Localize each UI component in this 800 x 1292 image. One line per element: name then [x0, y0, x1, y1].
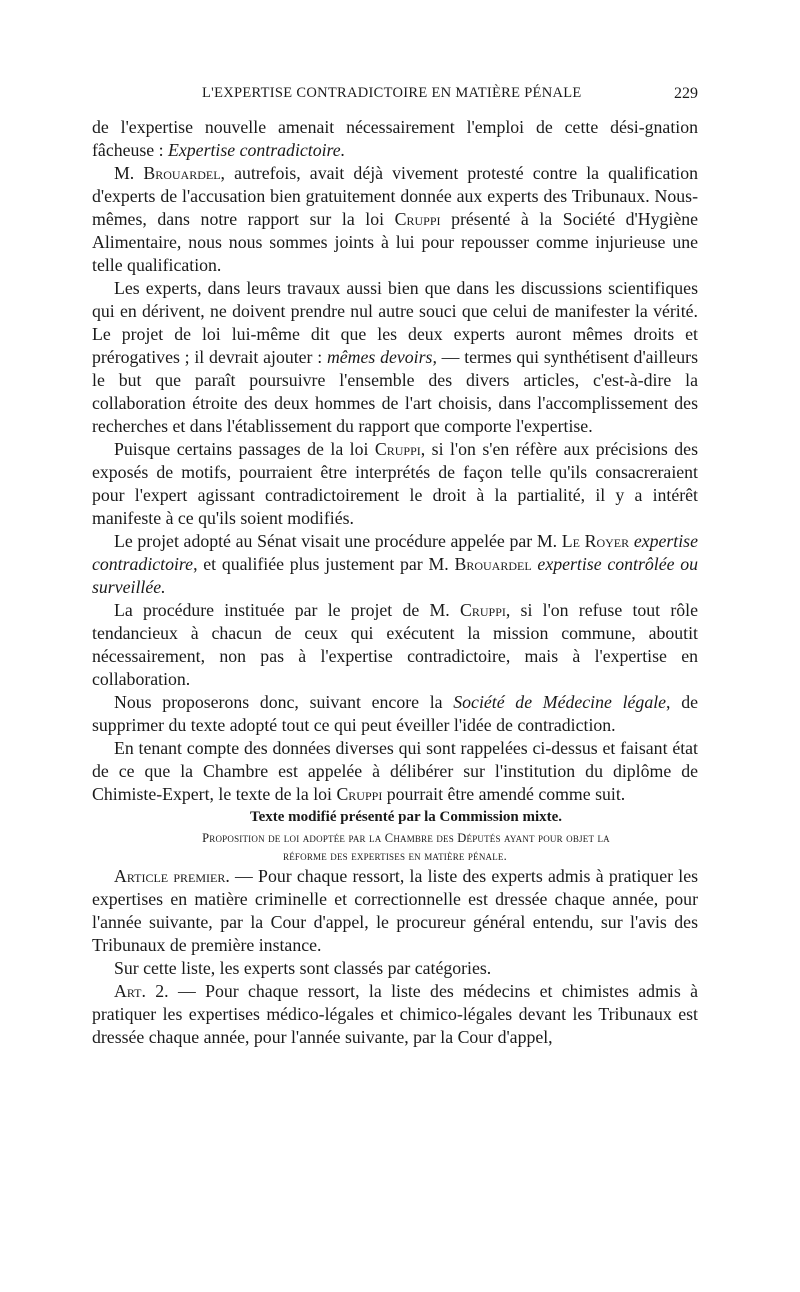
- paragraph: [92, 599, 698, 691]
- page-number: 229: [674, 85, 698, 102]
- subheading-line: Proposition de loi adoptée par la Chambre des Députés ayant pour objet la: [202, 831, 610, 845]
- text-run: de l'expertise nouvelle amenait nécessairement l'emploi de cette dési-gnation fâcheuse :: [92, 117, 698, 160]
- person-name: Cruppi: [374, 439, 421, 459]
- subheading-line: réforme des expertises en matière pénale.: [283, 849, 507, 863]
- page-body: [92, 116, 698, 1049]
- italic-text: Expertise contradictoire.: [168, 140, 346, 160]
- person-name: Brouardel: [143, 163, 221, 183]
- article-paragraph: Sur cette liste, les experts sont classés par catégories.: [114, 958, 492, 978]
- article-label: Article premier.: [114, 866, 230, 886]
- paragraph: [92, 530, 698, 599]
- italic-text: expertise contradictoire: [92, 531, 698, 574]
- paragraph: [92, 162, 698, 277]
- person-name: Cruppi: [336, 784, 383, 804]
- text-run: — Pour chaque ressort, la liste des experts admis à pratiquer les expertises en matière criminelle et correctionnelle est dressée chaque année, pour l'année suivante, par la Cour d'appel, le procureur général entendu, sur l'avis des Tribunaux de première instance.: [92, 866, 699, 955]
- text-run: En tenant compte des données diverses qui sont rappelées ci-dessus et faisant état de ce que la Chambre est appelée à délibérer sur l'institution du diplôme de Chimiste-Expert, le texte de la loi: [92, 738, 698, 804]
- text-run: Puisque certains passages de la loi: [114, 439, 375, 459]
- text-run: Le projet adopté au Sénat visait une procédure appelée par M.: [114, 531, 562, 551]
- paragraph: [92, 691, 698, 737]
- article-paragraph: [92, 980, 698, 1049]
- paragraph: [92, 737, 698, 806]
- italic-text: expertise contrôlée ou surveillée.: [92, 554, 699, 597]
- text-run: , et qualifiée plus justement par M.: [193, 554, 455, 574]
- text-run: Nous proposerons donc, suivant encore la: [114, 692, 454, 712]
- person-name: Le Royer: [561, 531, 630, 551]
- article-label: Art. 2.: [114, 981, 169, 1001]
- text-run: La procédure instituée par le projet de M.: [114, 600, 460, 620]
- article-paragraph: [92, 865, 698, 957]
- text-run: pourrait être amendé comme suit.: [382, 784, 626, 804]
- text-run: , autrefois, avait déjà vivement protesté contre la qualification d'experts de l'accusation bien gratuitement donnée aux experts des Tribunaux. Nous-mêmes, dans notre rapport sur la loi: [92, 163, 698, 229]
- text-run: — Pour chaque ressort, la liste des médecins et chimistes admis à pratiquer les expertises médico-légales et chimico-légales devant les Tribunaux est dressée chaque année, pour l'année suivante, par la Cour d'appel,: [92, 981, 698, 1047]
- running-title: L'EXPERTISE CONTRADICTOIRE EN MATIÈRE PÉNALE: [202, 85, 582, 101]
- text-run: , si l'on refuse tout rôle tendancieux à chacun de ceux qui exécutent la mission commune, aboutit nécessairement, non pas à l'expertise contradictoire, mais à l'expertise en collaboration.: [92, 600, 698, 689]
- section-subheading: [92, 829, 698, 865]
- paragraph: [92, 438, 698, 530]
- person-name: Cruppi: [394, 209, 441, 229]
- paragraph: [92, 116, 698, 162]
- section-heading: Texte modifié présenté par la Commission mixte.: [249, 809, 563, 825]
- page-header: [92, 85, 698, 109]
- text-run: Les experts, dans leurs travaux aussi bien que dans les discussions scientifiques qui en dérivent, ne doivent prendre nul autre souci que celui de manifester la vérité. Le projet de loi lui-même dit que les deux experts auront mêmes droits et prérogatives ; il devrait ajouter :: [92, 278, 698, 367]
- italic-text: Société de Médecine légale: [453, 692, 667, 712]
- text-run: — termes qui synthétisent d'ailleurs le but que paraît poursuivre l'ensemble des divers articles, c'est-à-dire la collaboration étroite des deux hommes de l'art choisis, dans l'accomplissement des recherches et dans l'établissement du rapport que comporte l'expertise.: [92, 347, 698, 436]
- person-name: Brouardel: [454, 554, 532, 574]
- italic-text: mêmes devoirs,: [326, 347, 437, 367]
- text-run: , si l'on s'en réfère aux précisions des exposés de motifs, pourraient être interprétés de façon telle qu'ils consacreraient pour l'expert agissant contradictoirement le droit à la partialité, il y a intérêt manifeste à ce qu'ils soient modifiés.: [92, 439, 698, 528]
- person-name: Cruppi: [459, 600, 506, 620]
- text-run: présenté à la Société d'Hygiène Alimentaire, nous nous sommes joints à lui pour repousser comme injurieuse une telle qualification.: [92, 209, 698, 275]
- text-run: M.: [114, 163, 144, 183]
- paragraph: [92, 277, 698, 438]
- text-run: , de supprimer du texte adopté tout ce qui peut éveiller l'idée de contradiction.: [92, 692, 698, 735]
